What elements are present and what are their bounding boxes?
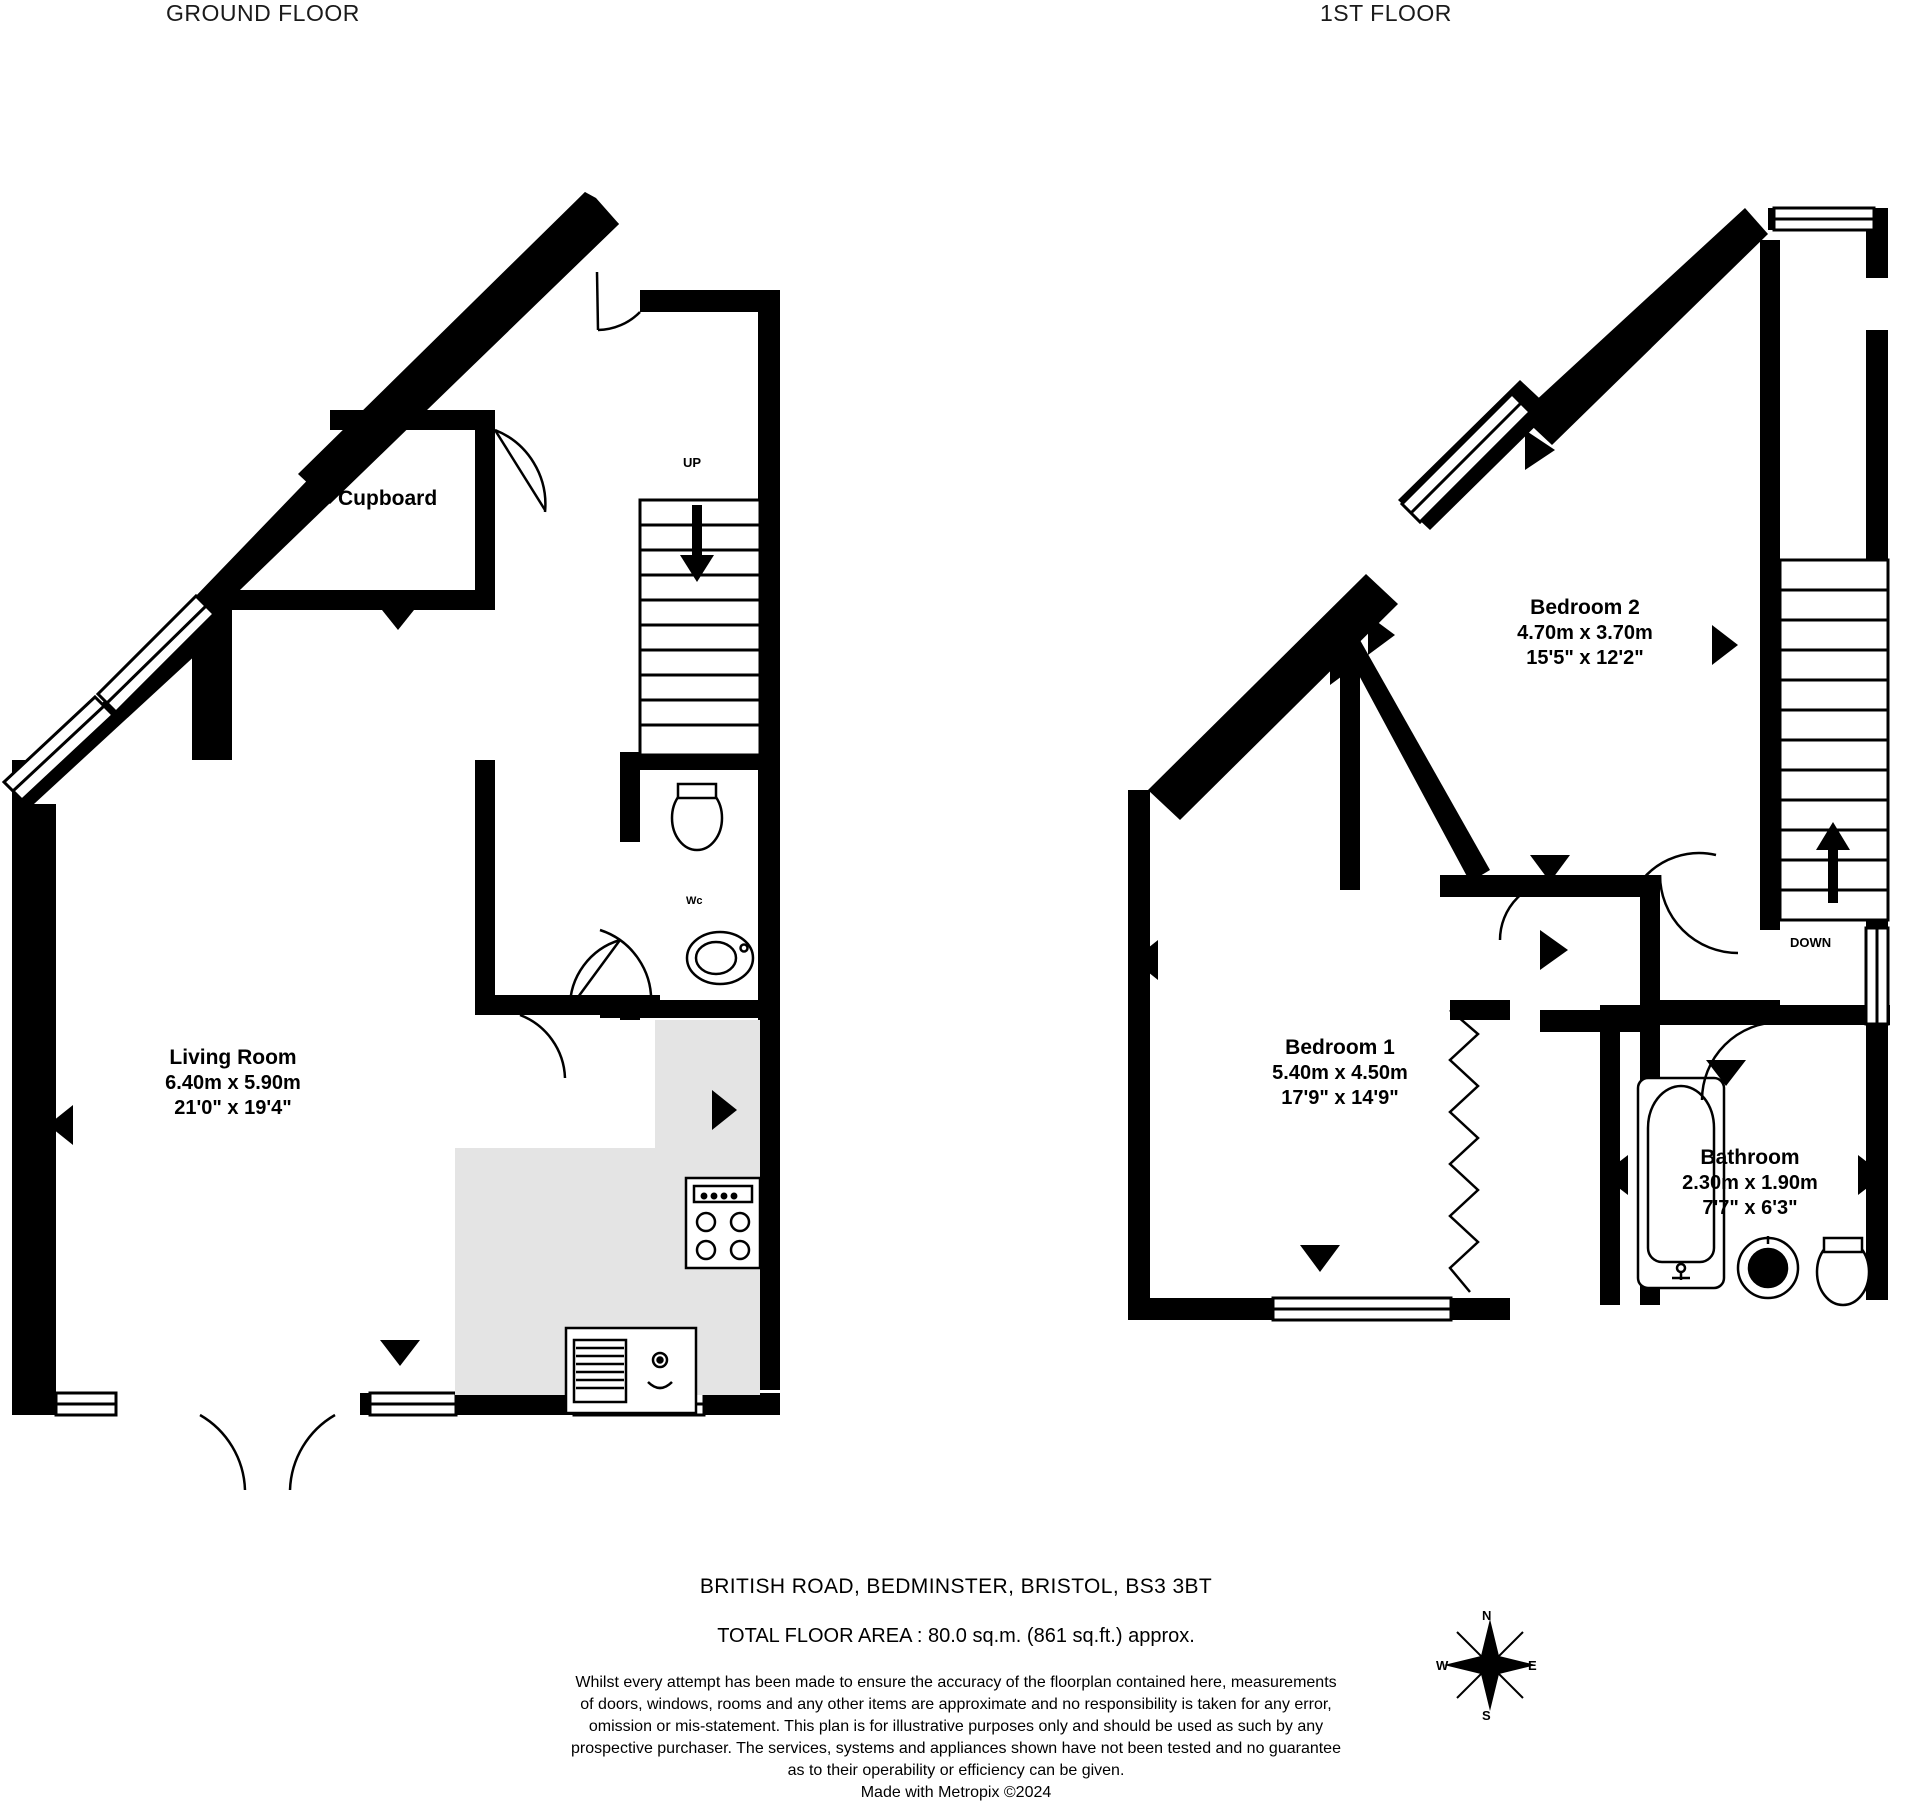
property-address: BRITISH ROAD, BEDMINSTER, BRISTOL, BS3 3BT <box>699 1575 1213 1598</box>
living-room-imperial: 21'0" x 19'4" <box>174 1097 292 1120</box>
first-floor-title: 1ST FLOOR <box>1320 0 1452 26</box>
compass-west-label: W <box>1436 1658 1449 1673</box>
stairs-down-label: DOWN <box>1790 935 1832 950</box>
disclaimer-line: Whilst every attempt has been made to ensure the accuracy of the floorplan contained here, measurements <box>575 1674 1337 1691</box>
room-label-bathroom <box>1605 1145 1895 1221</box>
living-room-metric: 6.40m x 5.90m <box>165 1072 301 1095</box>
bedroom1-imperial: 17'9" x 14'9" <box>1281 1087 1399 1110</box>
disclaimer <box>0 1672 1912 1782</box>
ground-floor-plan <box>4 192 780 1490</box>
room-label-living-room <box>68 1045 398 1121</box>
made-with-credit: Made with Metropix ©2024 <box>860 1784 1052 1802</box>
bedroom2-name: Bedroom 2 <box>1530 596 1640 619</box>
disclaimer-line: prospective purchaser. The services, systems and appliances shown have not been tested and no guarantee <box>571 1740 1341 1758</box>
room-label-cupboard: Cupboard <box>338 487 438 510</box>
room-label-bedroom-2 <box>1420 595 1750 671</box>
bedroom1-name: Bedroom 1 <box>1285 1036 1395 1059</box>
stairs-up-label: UP <box>683 455 702 470</box>
ground-floor-title: GROUND FLOOR <box>166 0 360 26</box>
bedroom1-metric: 5.40m x 4.50m <box>1272 1062 1408 1085</box>
compass-south-label: S <box>1482 1708 1491 1723</box>
bedroom2-metric: 4.70m x 3.70m <box>1517 622 1653 645</box>
disclaimer-line: as to their operability or efficiency can be given. <box>787 1762 1125 1780</box>
bathroom-metric: 2.30m x 1.90m <box>1682 1172 1818 1195</box>
bedroom2-imperial: 15'5" x 12'2" <box>1526 647 1644 670</box>
disclaimer-line: of doors, windows, rooms and any other items are approximate and no responsibility is taken for any error, <box>580 1696 1332 1714</box>
room-label-bedroom-1 <box>1175 1035 1505 1111</box>
bathroom-name: Bathroom <box>1700 1146 1800 1169</box>
total-floor-area: TOTAL FLOOR AREA : 80.0 sq.m. (861 sq.ft.) approx. <box>717 1625 1195 1647</box>
living-room-name: Living Room <box>169 1046 297 1069</box>
bathroom-imperial: 7'7" x 6'3" <box>1702 1197 1798 1220</box>
compass-north-label: N <box>1482 1608 1492 1623</box>
wc-label: Wc <box>686 895 703 907</box>
compass-east-label: E <box>1528 1658 1537 1673</box>
footer <box>0 1575 1912 1802</box>
disclaimer-line: omission or mis-statement. This plan is for illustrative purposes only and should be used as such by any <box>588 1718 1324 1736</box>
